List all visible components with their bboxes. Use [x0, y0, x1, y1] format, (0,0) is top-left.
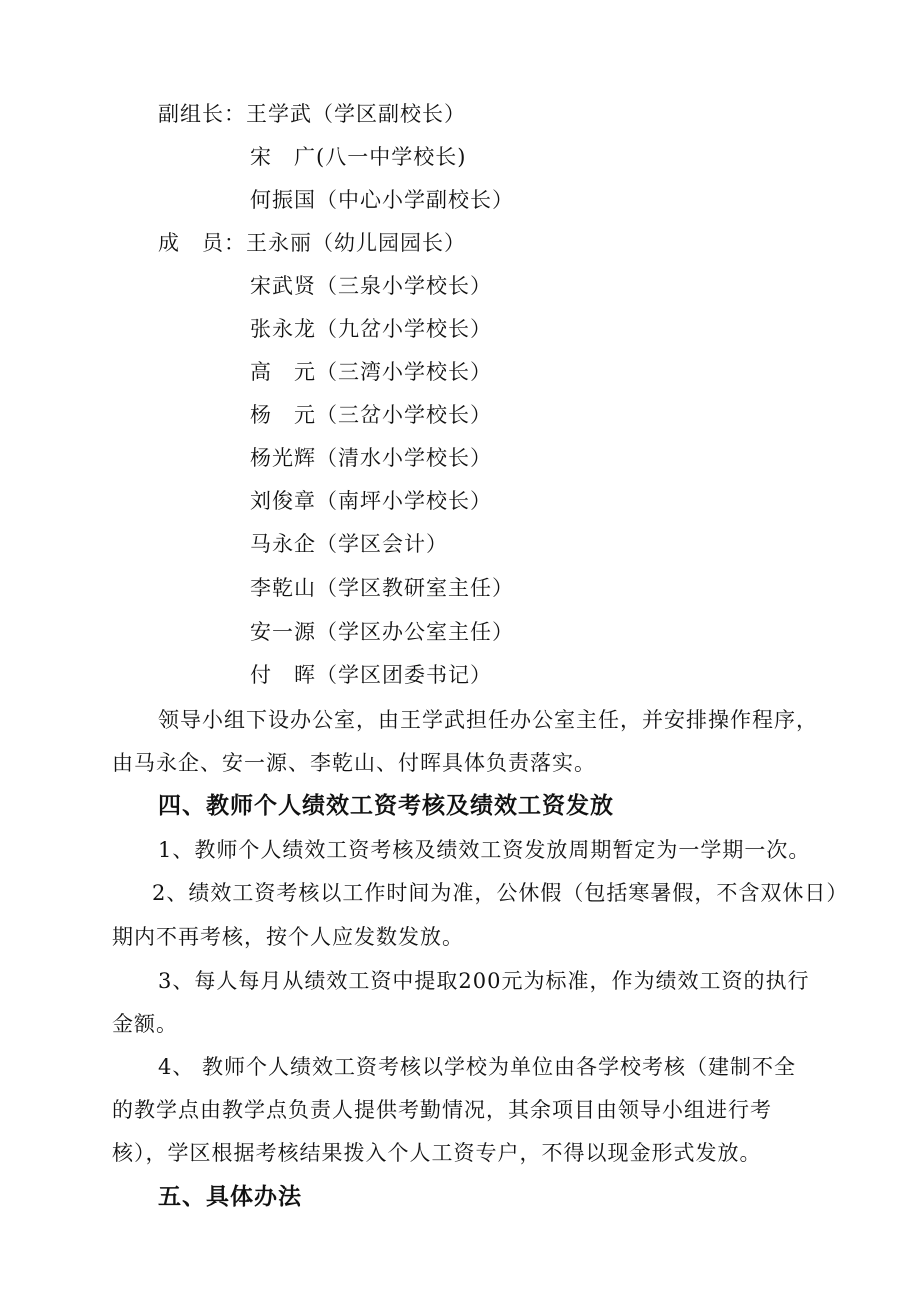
member-entry: 刘俊章（南坪小学校长）	[250, 489, 492, 513]
member-row-3	[250, 314, 492, 344]
member-row-8	[250, 529, 448, 559]
member-entry: 张永龙（九岔小学校长）	[250, 317, 492, 341]
member-entry: 李乾山（学区教研室主任）	[250, 576, 514, 600]
vice-leader-label: 副组长：	[158, 102, 246, 126]
member-entry: 杨光辉（清水小学校长）	[250, 446, 492, 470]
member-row-9	[250, 573, 514, 603]
vice-leader-row-2	[250, 142, 466, 172]
member-row-6	[250, 443, 492, 473]
member-row-2	[250, 271, 492, 301]
member-row-11	[250, 660, 492, 690]
member-row-4	[250, 357, 492, 387]
member-row-10	[250, 617, 514, 647]
member-row-7	[250, 486, 492, 516]
vice-leader-row-1	[158, 99, 466, 129]
vice-leader-row-3	[250, 185, 514, 215]
section-4-item-4-line-1: 4、 教师个人绩效工资考核以学校为单位由各学校考核（建制不全	[158, 1055, 797, 1079]
section-4-item-2-line-1: 2、绩效工资考核以工作时间为准，公休假（包括寒暑假，不含双休日）	[152, 881, 849, 905]
member-row-5	[250, 400, 492, 430]
section-4-item-1: 1、教师个人绩效工资考核及绩效工资发放周期暂定为一学期一次。	[158, 838, 811, 862]
member-entry: 高 元（三湾小学校长）	[250, 360, 492, 384]
section-4-item-4-line-2: 的教学点由教学点负责人提供考勤情况，其余项目由领导小组进行考	[112, 1098, 772, 1122]
members-label: 成 员：	[158, 231, 246, 255]
member-row-1	[158, 228, 466, 258]
section-4-heading: 四、教师个人绩效工资考核及绩效工资发放	[158, 793, 614, 819]
section-4-item-3-line-2: 金额。	[112, 1012, 178, 1036]
member-entry: 付 晖（学区团委书记）	[250, 663, 492, 687]
office-paragraph-line-2: 由马永企、安一源、李乾山、付晖具体负责落实。	[112, 751, 596, 775]
member-entry: 安一源（学区办公室主任）	[250, 620, 514, 644]
member-entry: 宋武贤（三泉小学校长）	[250, 274, 492, 298]
member-entry: 杨 元（三岔小学校长）	[250, 403, 492, 427]
section-4-item-4-line-3: 核），学区根据考核结果拨入个人工资专户，不得以现金形式发放。	[112, 1141, 762, 1165]
member-entry: 王永丽（幼儿园园长）	[246, 231, 466, 255]
vice-leader-entry: 何振国（中心小学副校长）	[250, 188, 514, 212]
office-paragraph-line-1: 领导小组下设办公室，由王学武担任办公室主任，并安排操作程序，	[158, 708, 818, 732]
section-4-item-2-line-2: 期内不再考核，按个人应发数发放。	[112, 925, 464, 949]
member-entry: 马永企（学区会计）	[250, 532, 448, 556]
section-5-heading: 五、具体办法	[158, 1184, 302, 1210]
vice-leader-entry: 王学武（学区副校长）	[246, 102, 466, 126]
vice-leader-entry: 宋 广(八一中学校长)	[250, 145, 467, 169]
section-4-item-3-line-1: 3、每人每月从绩效工资中提取200元为标准，作为绩效工资的执行	[158, 969, 810, 993]
